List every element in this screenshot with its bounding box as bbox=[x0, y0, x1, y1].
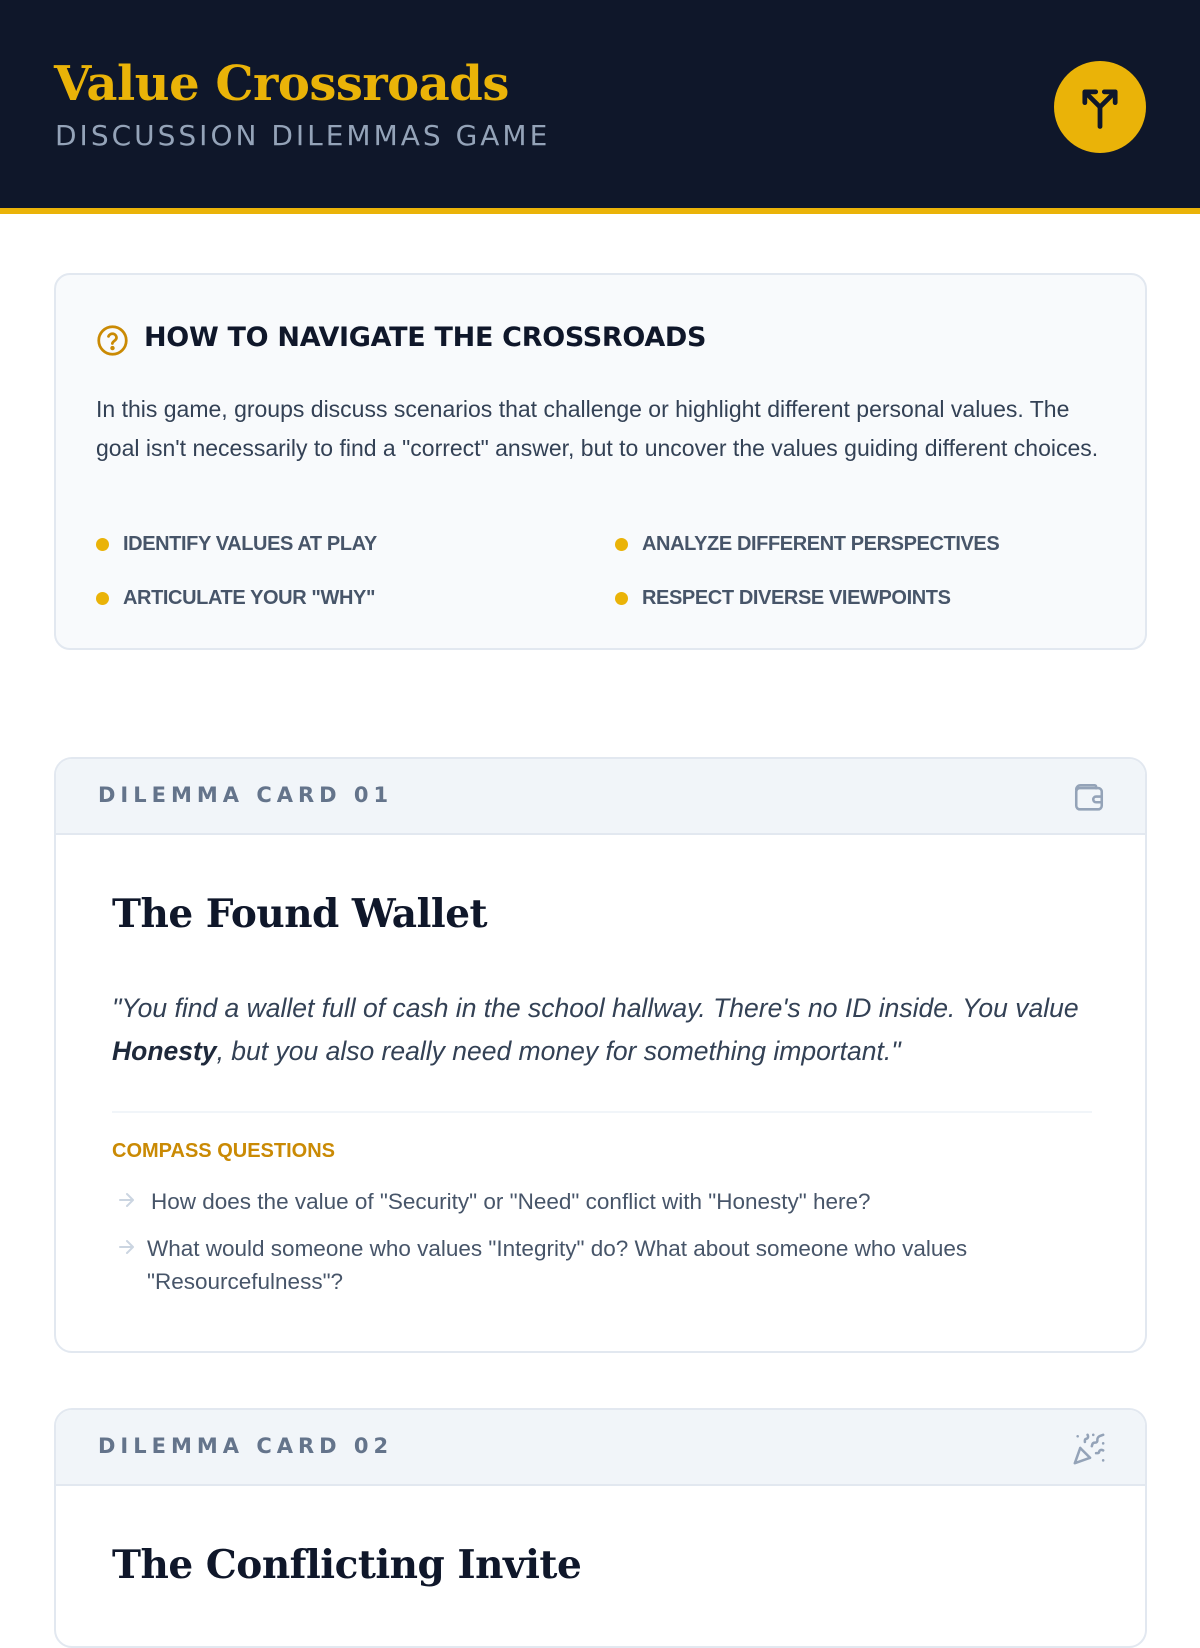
card-number: DILEMMA CARD 02 bbox=[98, 1434, 394, 1458]
goal-label: IDENTIFY VALUES AT PLAY bbox=[123, 533, 377, 555]
bullet-dot-icon bbox=[615, 538, 628, 551]
bullet-dot-icon bbox=[96, 538, 109, 551]
goal-item bbox=[96, 587, 375, 610]
dilemma-card[interactable] bbox=[54, 1408, 1147, 1648]
arrow-right-icon bbox=[112, 1235, 142, 1259]
question-text: How does the value of "Security" or "Need" conflict with "Honesty" here? bbox=[151, 1189, 871, 1214]
value-emphasis: Honesty bbox=[112, 1036, 217, 1066]
logo-badge bbox=[1054, 61, 1146, 153]
compass-question bbox=[112, 1185, 1071, 1218]
compass-questions-label: COMPASS QUESTIONS bbox=[112, 1140, 335, 1162]
card-number: DILEMMA CARD 01 bbox=[98, 783, 394, 807]
card-title: The Conflicting Invite bbox=[112, 1542, 582, 1588]
divider bbox=[112, 1111, 1092, 1113]
goal-item bbox=[615, 533, 999, 556]
card-header bbox=[56, 1410, 1145, 1486]
party-popper-icon bbox=[1072, 1432, 1106, 1466]
card-title: The Found Wallet bbox=[112, 891, 488, 937]
wallet-icon bbox=[1072, 781, 1106, 815]
compass-question bbox=[112, 1232, 1067, 1298]
bullet-dot-icon bbox=[96, 592, 109, 605]
question-text: What would someone who values "Integrity" do? What about someone who values "Resourcefulness"? bbox=[147, 1236, 968, 1294]
app-subtitle: DISCUSSION DILEMMAS GAME bbox=[55, 119, 551, 152]
goal-item bbox=[615, 587, 951, 610]
page-header bbox=[0, 0, 1200, 214]
split-path-icon bbox=[1074, 81, 1126, 133]
arrow-right-icon bbox=[112, 1188, 142, 1212]
goal-item bbox=[96, 533, 377, 556]
app-title: Value Crossroads bbox=[54, 56, 509, 112]
scenario-text: "You find a wallet full of cash in the school hallway. There's no ID inside. You value Honesty, but you also really need money for something important." bbox=[112, 993, 1079, 1066]
goal-label: RESPECT DIVERSE VIEWPOINTS bbox=[642, 587, 951, 609]
how-to-panel bbox=[54, 273, 1147, 650]
question-circle-icon bbox=[96, 324, 129, 357]
how-to-description: In this game, groups discuss scenarios that challenge or highlight different personal values. The goal isn't necessarily to find a "correct" answer, but to uncover the values guiding different choices. bbox=[96, 396, 1099, 461]
goal-label: ARTICULATE YOUR "WHY" bbox=[123, 587, 376, 609]
dilemma-card[interactable] bbox=[54, 757, 1147, 1353]
card-header bbox=[56, 759, 1145, 835]
bullet-dot-icon bbox=[615, 592, 628, 605]
how-to-heading: HOW TO NAVIGATE THE CROSSROADS bbox=[144, 322, 707, 353]
goal-label: ANALYZE DIFFERENT PERSPECTIVES bbox=[642, 533, 1000, 555]
